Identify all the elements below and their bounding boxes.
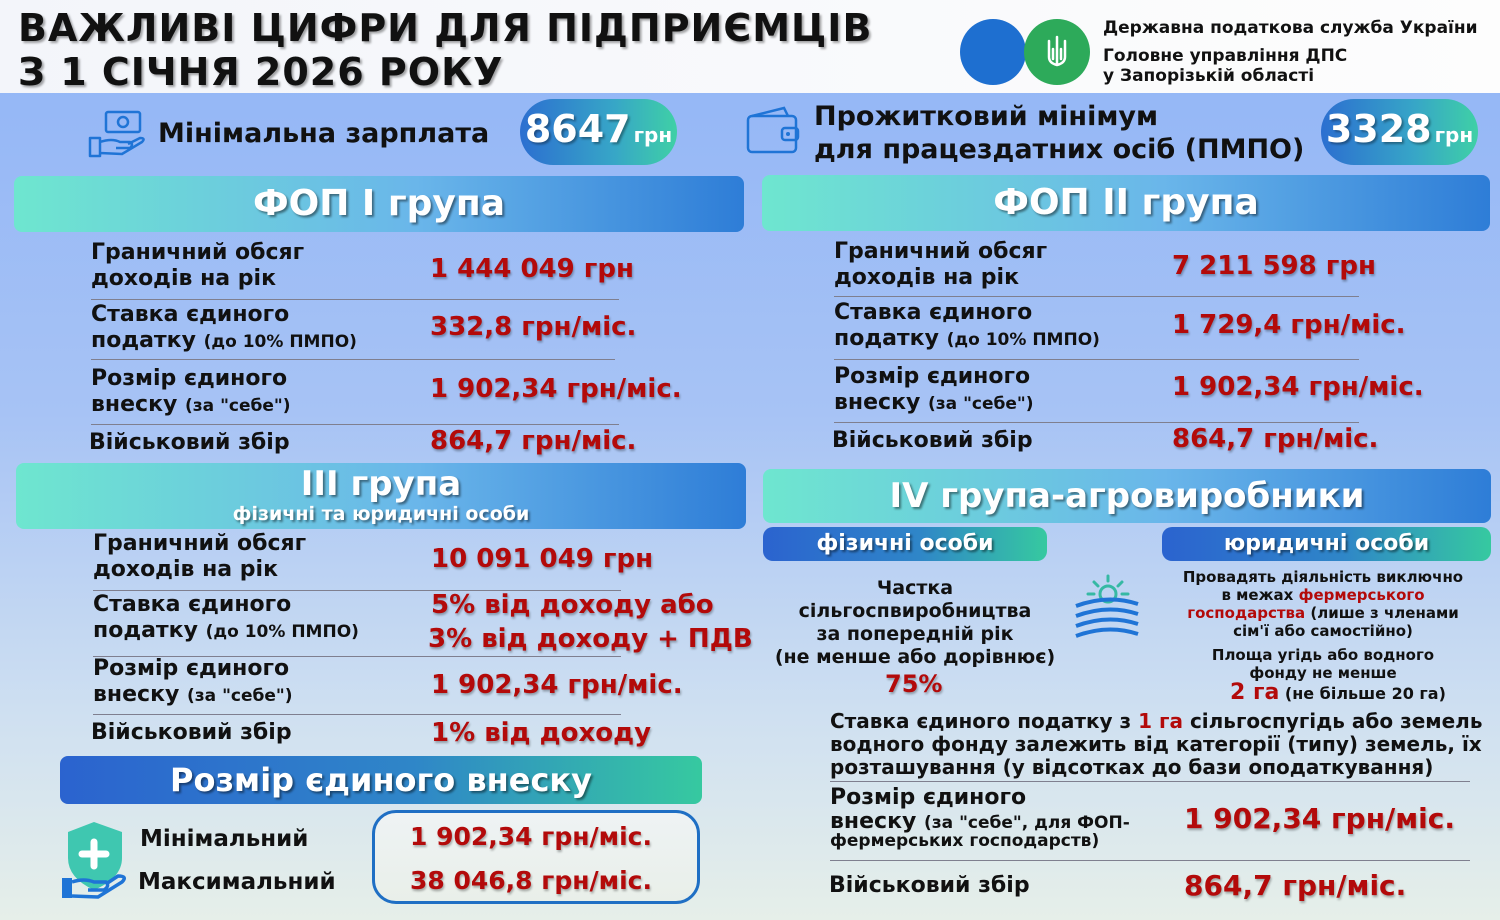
fop1-row1-label-l2: доходів на рік xyxy=(91,266,277,291)
group4-mil-label: Військовий збір xyxy=(829,873,1030,898)
group3-row2-label xyxy=(93,592,359,645)
divider xyxy=(834,422,1359,423)
fop1-title-bar: ФОП I група xyxy=(14,176,744,232)
page-title-line2: З 1 СІЧНЯ 2026 РОКУ xyxy=(18,50,504,94)
pmpo-label-line1: Прожитковий мінімум xyxy=(814,101,1159,132)
fop2-row1-label-l2: доходів на рік xyxy=(834,265,1020,290)
phys-text-l1: Частка xyxy=(876,577,954,599)
rate-text-l1b: 1 га xyxy=(1138,709,1183,733)
fop1-row3-note: (за "себе") xyxy=(185,396,291,416)
pmpo-label-line2: для працездатних осіб (ПМПО) xyxy=(814,134,1305,165)
group4-mil-value: 864,7 грн/міс. xyxy=(1184,869,1407,902)
fop1-row2-label-l2: податку xyxy=(91,328,196,353)
group4-rate-text xyxy=(830,710,1482,779)
esv-min-value: 1 902,34 грн/міс. xyxy=(410,822,652,851)
group3-title-bar xyxy=(16,463,746,529)
fop2-row3-label xyxy=(834,364,1034,417)
group3-subtitle: фізичні та юридичні особи xyxy=(232,503,530,525)
money-hand-icon xyxy=(86,108,148,160)
fop1-row3-value: 1 902,34 грн/міс. xyxy=(430,374,682,404)
area-note: (не більше 20 га) xyxy=(1284,684,1446,703)
fop2-row1-label xyxy=(834,239,1047,291)
fop2-row4-value: 864,7 грн/міс. xyxy=(1172,424,1379,454)
legal-text-l2a: в межах xyxy=(1221,586,1299,604)
phys-text-l3: за попередній рік xyxy=(816,623,1014,645)
fop2-row2-label xyxy=(834,300,1100,353)
fop1-row1-value: 1 444 049 грн xyxy=(430,254,634,284)
legal-text-l4: сім'ї або самостійно) xyxy=(1233,622,1413,640)
group3-row3-label-l2: внеску xyxy=(93,682,180,707)
group4-esv-value: 1 902,34 грн/міс. xyxy=(1184,802,1455,835)
g4-esv-l1: Розмір єдиного xyxy=(830,785,1027,810)
divider xyxy=(830,781,1470,782)
pmpo-pill xyxy=(1321,99,1478,165)
divider xyxy=(830,860,1470,861)
group3-row1-value: 10 091 049 грн xyxy=(431,544,654,574)
group3-row2-value: 5% від доходу або xyxy=(431,590,714,620)
fop1-row2-value: 332,8 грн/міс. xyxy=(430,312,637,342)
fop1-row3-label-l2: внеску xyxy=(91,392,178,417)
group4-esv-label xyxy=(830,786,1130,851)
pmpo-label xyxy=(814,100,1304,166)
fop2-row3-label-l2: внеску xyxy=(834,390,921,415)
fop1-row1-label xyxy=(91,240,304,292)
group4-phys-tab: фізичні особи xyxy=(763,527,1047,561)
group3-row3-label xyxy=(93,656,293,709)
farm-field-icon xyxy=(1072,572,1142,638)
group4-phys-text xyxy=(765,577,1065,669)
fop1-row2-label xyxy=(91,302,357,355)
legal-text-l2b: фермерського xyxy=(1298,586,1425,604)
phys-text-l4: (не менше або дорівнює) xyxy=(774,646,1056,668)
fop2-row2-label-l2: податку xyxy=(834,326,939,351)
fop2-row2-label-l1: Ставка єдиного xyxy=(834,300,1033,325)
divider xyxy=(834,359,1359,360)
group3-row4-label: Військовий збір xyxy=(91,720,292,745)
group4-phys-percent: 75% xyxy=(885,670,943,698)
org-name-line2: Головне управління ДПС xyxy=(1103,46,1348,66)
group4-area-text xyxy=(1160,646,1486,682)
group4-legal-tab: юридичні особи xyxy=(1162,527,1491,561)
fop2-title-bar: ФОП II група xyxy=(762,175,1490,231)
group3-row2-label-l2: податку xyxy=(93,618,198,643)
legal-text-l1: Провадять діяльність виключно xyxy=(1182,568,1464,586)
fop2-row3-label-l1: Розмір єдиного xyxy=(834,364,1031,389)
fop1-row4-label: Військовий збір xyxy=(89,430,290,455)
pmpo-value: 3328 xyxy=(1325,107,1432,151)
esv-min-label: Мінімальний xyxy=(140,826,309,852)
min-wage-label: Мінімальна зарплата xyxy=(158,118,490,149)
area-text-l1: Площа угідь або водного xyxy=(1211,646,1435,664)
fop2-row2-note: (до 10% ПМПО) xyxy=(946,330,1100,350)
esv-title-bar: Розмір єдиного внеску xyxy=(60,756,702,804)
group3-row3-value: 1 902,34 грн/міс. xyxy=(431,670,683,700)
group3-row3-note: (за "себе") xyxy=(187,686,293,706)
wallet-icon xyxy=(744,104,802,158)
area-text-l2: фонду не менше xyxy=(1249,664,1397,682)
fop1-row1-label-l1: Граничний обсяг xyxy=(91,240,305,265)
group3-row1-label-l2: доходів на рік xyxy=(93,557,279,582)
fop1-row2-label-l1: Ставка єдиного xyxy=(91,302,290,327)
fop2-row3-value: 1 902,34 грн/міс. xyxy=(1172,372,1424,402)
legal-text-l3a: господарства xyxy=(1187,604,1306,622)
rate-text-l3: розташування (у відсотках до бази оподаткування) xyxy=(830,755,1434,779)
group4-legal-text xyxy=(1160,568,1486,640)
fop1-row2-note: (до 10% ПМПО) xyxy=(203,332,357,352)
shield-cross-hand-icon xyxy=(60,820,132,900)
divider xyxy=(91,424,619,425)
divider xyxy=(91,359,615,360)
rate-text-l2: водного фонду залежить від категорії (типу) земель, їх xyxy=(830,732,1482,756)
rate-text-l1a: Ставка єдиного податку з xyxy=(830,709,1139,733)
fop1-row4-value: 864,7 грн/міс. xyxy=(430,426,637,456)
page-title-line1: ВАЖЛИВІ ЦИФРИ ДЛЯ ПІДПРИЄМЦІВ xyxy=(18,6,873,50)
min-wage-unit: грн xyxy=(633,123,673,147)
group4-title-bar: IV група-агровиробники xyxy=(763,469,1491,523)
fop2-row2-value: 1 729,4 грн/міс. xyxy=(1172,310,1406,340)
fop1-row3-label-l1: Розмір єдиного xyxy=(91,366,288,391)
legal-text-l3b: (лише з членами xyxy=(1305,604,1459,622)
pmpo-unit: грн xyxy=(1434,123,1474,147)
divider xyxy=(91,299,619,300)
group3-title: III група xyxy=(300,464,462,504)
divider xyxy=(834,296,1359,297)
group3-row2-value2: 3% від доходу + ПДВ xyxy=(428,624,753,654)
fop1-row3-label xyxy=(91,366,291,419)
area-value: 2 га xyxy=(1230,680,1280,705)
min-wage-pill xyxy=(520,99,677,165)
phys-text-l2: сільгоспвиробництва xyxy=(798,600,1032,622)
g4-esv-l3: фермерських господарств) xyxy=(830,831,1100,851)
fop2-row3-note: (за "себе") xyxy=(928,394,1034,414)
rate-text-l1c: сільгоспугідь або земель xyxy=(1182,709,1483,733)
org-name-line1: Державна податкова служба України xyxy=(1103,18,1478,38)
group3-row2-label-l1: Ставка єдиного xyxy=(93,592,292,617)
group3-row3-label-l1: Розмір єдиного xyxy=(93,656,290,681)
g4-esv-l2: внеску xyxy=(830,809,917,834)
esv-max-value: 38 046,8 грн/міс. xyxy=(410,866,652,895)
g4-esv-note: (за "себе", для ФОП- xyxy=(924,813,1130,833)
trident-logo-icon xyxy=(1024,19,1090,85)
group4-area-line xyxy=(1230,680,1446,705)
org-name-line3: у Запорізькій області xyxy=(1103,66,1315,86)
esv-max-label: Максимальний xyxy=(138,869,336,895)
group3-row1-label-l1: Граничний обсяг xyxy=(93,531,307,556)
fop2-row1-value: 7 211 598 грн xyxy=(1172,251,1376,281)
blue-circle-logo xyxy=(960,19,1026,85)
fop2-row1-label-l1: Граничний обсяг xyxy=(834,239,1048,264)
fop2-row4-label: Військовий збір xyxy=(832,428,1033,453)
group3-row1-label xyxy=(93,531,306,583)
min-wage-value: 8647 xyxy=(524,107,631,151)
group3-row4-value: 1% від доходу xyxy=(431,718,652,748)
group3-row2-note: (до 10% ПМПО) xyxy=(205,622,359,642)
divider xyxy=(93,714,621,715)
